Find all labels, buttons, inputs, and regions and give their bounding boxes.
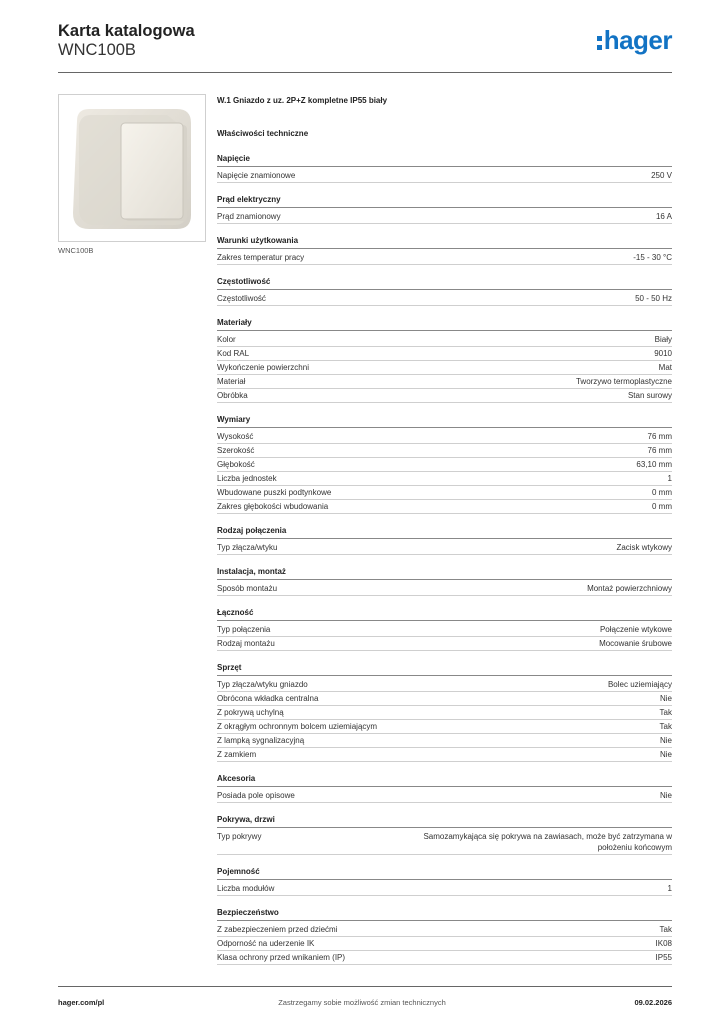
spec-label: Kolor xyxy=(217,335,236,344)
spec-row xyxy=(217,292,672,306)
spec-value: Tak xyxy=(659,722,672,731)
spec-section xyxy=(217,608,672,651)
spec-label: Szerokość xyxy=(217,446,255,455)
spec-section xyxy=(217,154,672,183)
spec-value: Tworzywo termoplastyczne xyxy=(575,377,672,386)
section-title: Warunki użytkowania xyxy=(217,236,672,249)
spec-label: Głębokość xyxy=(217,460,255,469)
footer-website: hager.com/pl xyxy=(58,998,105,1007)
spec-value: IK08 xyxy=(655,939,672,948)
spec-value: 1 xyxy=(667,474,672,483)
footer-divider xyxy=(58,986,672,987)
spec-row xyxy=(217,830,672,855)
product-photo xyxy=(58,94,206,242)
spec-row xyxy=(217,678,672,692)
spec-value: 76 mm xyxy=(647,446,672,455)
spec-value: Tak xyxy=(659,708,672,717)
spec-row xyxy=(217,458,672,472)
section-title: Częstotliwość xyxy=(217,277,672,290)
spec-value: 0 mm xyxy=(652,502,672,511)
spec-row xyxy=(217,500,672,514)
spec-label: Kod RAL xyxy=(217,349,250,358)
socket-product-image-icon xyxy=(59,95,205,241)
spec-label: Klasa ochrony przed wnikaniem (IP) xyxy=(217,953,346,962)
section-title: Sprzęt xyxy=(217,663,672,676)
section-title: Pokrywa, drzwi xyxy=(217,815,672,828)
spec-label: Z okrągłym ochronnym bolcem uziemiającym xyxy=(217,722,378,731)
spec-label: Typ złącza/wtyku gniazdo xyxy=(217,680,308,689)
spec-row xyxy=(217,692,672,706)
spec-section xyxy=(217,908,672,965)
spec-row xyxy=(217,472,672,486)
spec-value: Samozamykająca się pokrywa na zawiasach, może być zatrzymana w położeniu końcowym xyxy=(423,832,672,852)
spec-section xyxy=(217,415,672,514)
section-title: Napięcie xyxy=(217,154,672,167)
spec-row xyxy=(217,923,672,937)
spec-row xyxy=(217,734,672,748)
spec-row xyxy=(217,361,672,375)
spec-row xyxy=(217,375,672,389)
spec-value: Stan surowy xyxy=(627,391,672,400)
spec-value: 63,10 mm xyxy=(636,460,672,469)
spec-label: Prąd znamionowy xyxy=(217,212,281,221)
spec-row xyxy=(217,430,672,444)
spec-section xyxy=(217,526,672,555)
spec-label: Z lampką sygnalizacyjną xyxy=(217,736,305,745)
spec-row xyxy=(217,789,672,803)
spec-value: Zacisk wtykowy xyxy=(616,543,672,552)
section-title: Rodzaj połączenia xyxy=(217,526,672,539)
spec-value: Nie xyxy=(659,736,672,745)
spec-label: Zakres temperatur pracy xyxy=(217,253,305,262)
spec-label: Typ połączenia xyxy=(217,625,271,634)
spec-label: Posiada pole opisowe xyxy=(217,791,295,800)
spec-label: Wysokość xyxy=(217,432,254,441)
section-title: Akcesoria xyxy=(217,774,672,787)
spec-label: Sposób montażu xyxy=(217,584,278,593)
spec-value: 250 V xyxy=(651,171,672,180)
spec-value: Nie xyxy=(659,694,672,703)
spec-row xyxy=(217,347,672,361)
product-title: W.1 Gniazdo z uz. 2P+Z kompletne IP55 biały xyxy=(217,96,388,105)
spec-section xyxy=(217,774,672,803)
spec-value: 50 - 50 Hz xyxy=(635,294,672,303)
spec-row xyxy=(217,720,672,734)
spec-section xyxy=(217,815,672,855)
section-title: Bezpieczeństwo xyxy=(217,908,672,921)
spec-row xyxy=(217,582,672,596)
logo-dots-icon xyxy=(597,36,602,50)
spec-value: 1 xyxy=(667,884,672,893)
spec-row xyxy=(217,210,672,224)
spec-label: Obrócona wkładka centralna xyxy=(217,694,319,703)
spec-label: Rodzaj montażu xyxy=(217,639,275,648)
footer-date: 09.02.2026 xyxy=(634,998,672,1007)
spec-label: Obróbka xyxy=(217,391,248,400)
spec-section xyxy=(217,867,672,896)
spec-value: Montaż powierzchniowy xyxy=(587,584,672,593)
page-title: Karta katalogowa xyxy=(58,22,195,40)
section-title: Prąd elektryczny xyxy=(217,195,672,208)
spec-value: Połączenie wtykowe xyxy=(599,625,672,634)
spec-value: Biały xyxy=(654,335,672,344)
spec-row xyxy=(217,486,672,500)
spec-row xyxy=(217,748,672,762)
spec-value: 9010 xyxy=(654,349,672,358)
section-title: Pojemność xyxy=(217,867,672,880)
spec-label: Z zabezpieczeniem przed dziećmi xyxy=(217,925,338,934)
spec-row xyxy=(217,169,672,183)
spec-value: 16 A xyxy=(655,212,672,221)
spec-row xyxy=(217,637,672,651)
spec-row xyxy=(217,444,672,458)
product-code: WNC100B xyxy=(58,41,136,59)
spec-value: Mat xyxy=(658,363,672,372)
footer-disclaimer: Zastrzegamy sobie możliwość zmian technicznych xyxy=(278,998,446,1007)
spec-label: Z zamkiem xyxy=(217,750,257,759)
spec-label: Odporność na uderzenie IK xyxy=(217,939,315,948)
spec-value: Bolec uziemiający xyxy=(607,680,672,689)
hager-logo xyxy=(597,24,672,56)
spec-value: -15 - 30 °C xyxy=(633,253,672,262)
section-title: Materiały xyxy=(217,318,672,331)
spec-row xyxy=(217,706,672,720)
spec-value: Nie xyxy=(659,791,672,800)
spec-label: Zakres głębokości wbudowania xyxy=(217,502,329,511)
spec-row xyxy=(217,951,672,965)
spec-section xyxy=(217,567,672,596)
spec-row xyxy=(217,251,672,265)
spec-value: 0 mm xyxy=(652,488,672,497)
logo-wordmark: hager xyxy=(603,24,672,55)
spec-label: Napięcie znamionowe xyxy=(217,171,296,180)
spec-label: Liczba modułów xyxy=(217,884,275,893)
spec-row xyxy=(217,623,672,637)
spec-section xyxy=(217,663,672,762)
section-title: Wymiary xyxy=(217,415,672,428)
spec-section xyxy=(217,318,672,403)
spec-label: Typ złącza/wtyku xyxy=(217,543,278,552)
spec-row xyxy=(217,882,672,896)
photo-caption: WNC100B xyxy=(58,246,94,255)
spec-label: Z pokrywą uchylną xyxy=(217,708,284,717)
section-title: Łączność xyxy=(217,608,672,621)
spec-label: Typ pokrywy xyxy=(217,832,262,841)
spec-value: Mocowanie śrubowe xyxy=(599,639,672,648)
header-divider xyxy=(58,72,672,73)
spec-value: IP55 xyxy=(655,953,672,962)
spec-label: Wykończenie powierzchni xyxy=(217,363,309,372)
spec-value: Nie xyxy=(659,750,672,759)
spec-row xyxy=(217,389,672,403)
spec-sections xyxy=(217,154,672,965)
spec-label: Materiał xyxy=(217,377,246,386)
properties-heading: Właściwości techniczne xyxy=(217,129,309,138)
spec-value: 76 mm xyxy=(647,432,672,441)
spec-label: Liczba jednostek xyxy=(217,474,277,483)
spec-row xyxy=(217,541,672,555)
spec-content xyxy=(217,96,672,965)
spec-value: Tak xyxy=(659,925,672,934)
spec-row xyxy=(217,937,672,951)
spec-section xyxy=(217,277,672,306)
section-title: Instalacja, montaż xyxy=(217,567,672,580)
spec-section xyxy=(217,195,672,224)
spec-label: Częstotliwość xyxy=(217,294,266,303)
spec-label: Wbudowane puszki podtynkowe xyxy=(217,488,332,497)
spec-row xyxy=(217,333,672,347)
spec-section xyxy=(217,236,672,265)
